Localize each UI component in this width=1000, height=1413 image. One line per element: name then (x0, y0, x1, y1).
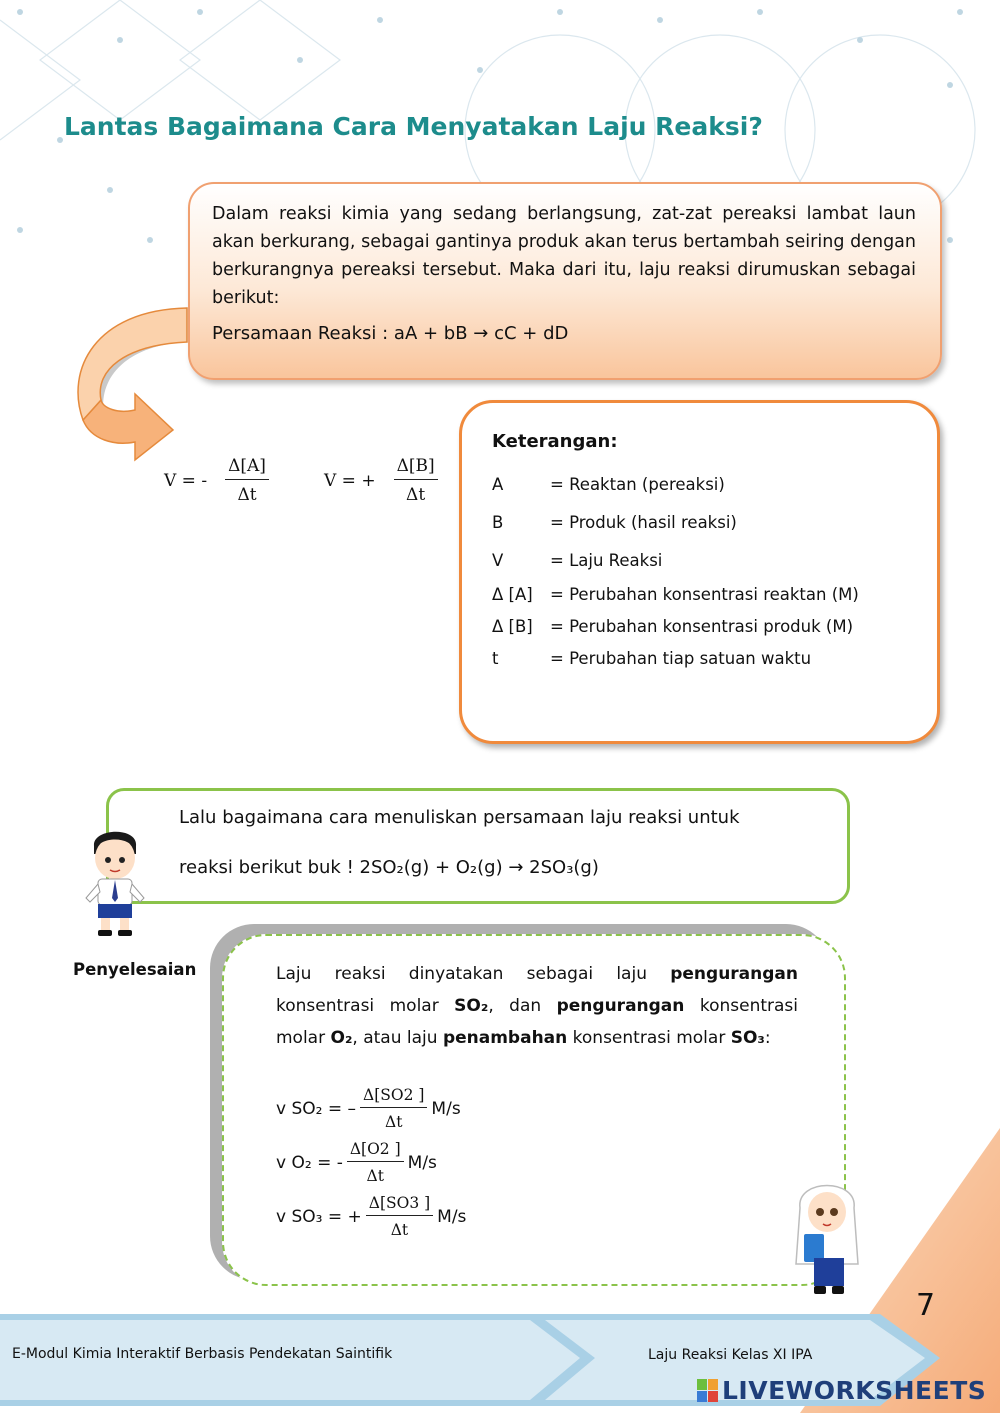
question-line-2: reaksi berikut buk ! 2SO₂(g) + O₂(g) → 2SO₃(g) (179, 857, 599, 878)
numerator: Δ[A] (225, 456, 269, 480)
footer-module-title: E-Modul Kimia Interaktif Berbasis Pendekatan Saintifik (12, 1346, 393, 1362)
liveworksheets-logo (697, 1376, 986, 1405)
legend-desc: = Perubahan tiap satuan waktu (550, 649, 812, 668)
solution-text-bold: pengurangan (670, 964, 798, 984)
solution-label: Penyelesaian (73, 960, 197, 979)
legend-desc: = Reaktan (pereaksi) (550, 475, 725, 494)
watermark-text: LIVEWORKSHEETS (722, 1376, 987, 1405)
rate-unit: M/s (437, 1206, 467, 1227)
footer-class-label: Laju Reaksi Kelas XI IPA (648, 1347, 813, 1363)
solution-text-part: Laju reaksi dinyatakan sebagai laju (276, 964, 671, 984)
liveworksheets-badge-icon (697, 1379, 719, 1403)
denominator: Δt (385, 1113, 403, 1131)
rate-lhs: v SO₂ = – (276, 1098, 357, 1119)
solution-text-part: : (764, 1028, 771, 1048)
legend-symbol: V (492, 551, 504, 570)
numerator: Δ[B] (394, 456, 438, 480)
solution-text-part: , dan (488, 996, 557, 1016)
teacher-girl-illustration (792, 1168, 862, 1298)
legend-symbol: B (492, 513, 504, 532)
legend-symbol: Δ [B] (492, 617, 533, 636)
numerator: Δ[SO3 ] (366, 1194, 433, 1216)
denominator: Δt (366, 1167, 384, 1185)
numerator: Δ[O2 ] (347, 1140, 404, 1162)
question-line-1: Lalu bagaimana cara menuliskan persamaan laju reaksi untuk (179, 807, 740, 828)
denominator: Δt (390, 1221, 409, 1239)
formula-prefix: V = - (164, 470, 208, 491)
legend-symbol: t (492, 649, 499, 668)
solution-text-bold: SO₂ (454, 996, 489, 1016)
solution-text-part: konsentrasi molar (276, 996, 455, 1016)
solution-text-bold: O₂ (330, 1028, 353, 1048)
solution-text-bold: pengurangan (556, 996, 685, 1016)
rate-lhs: v O₂ = - (276, 1152, 343, 1173)
rate-unit: M/s (407, 1152, 437, 1173)
intro-text: Dalam reaksi kimia yang sedang berlangsung, zat-zat pereaksi lambat laun akan berkurang, sebagai gantinya produk akan terus bertambah seiring dengan berkurangnya pereaksi tersebut. Maka dari itu, laju reaksi dirumuskan sebagai berikut: (212, 204, 916, 308)
legend-desc: = Laju Reaksi (550, 551, 663, 570)
page-number: 7 (916, 1288, 936, 1323)
legend-symbol: Δ [A] (492, 585, 533, 604)
denominator: Δt (406, 485, 426, 505)
legend-symbol: A (492, 475, 504, 494)
rate-unit: M/s (431, 1098, 461, 1119)
legend-title: Keterangan: (492, 431, 618, 452)
solution-text-part: konsentrasi molar (276, 996, 798, 1048)
solution-text-bold: penambahan (442, 1028, 568, 1048)
formula-prefix: V = + (324, 470, 376, 491)
reaction-equation: Persamaan Reaksi : aA + bB → cC + dD (212, 323, 569, 344)
rate-lhs: v SO₃ = + (276, 1206, 362, 1227)
numerator: Δ[SO2 ] (360, 1086, 427, 1108)
legend-desc: = Perubahan konsentrasi reaktan (M) (550, 585, 859, 604)
solution-text-bold: SO₃ (730, 1028, 765, 1048)
solution-text-part: konsentrasi molar (567, 1028, 731, 1048)
solution-text-part: , atau laju (352, 1028, 443, 1048)
denominator: Δt (237, 485, 257, 505)
legend-desc: = Produk (hasil reaksi) (550, 513, 737, 532)
page-title: Lantas Bagaimana Cara Menyatakan Laju Reaksi? (64, 112, 763, 141)
legend-desc: = Perubahan konsentrasi produk (M) (550, 617, 854, 636)
